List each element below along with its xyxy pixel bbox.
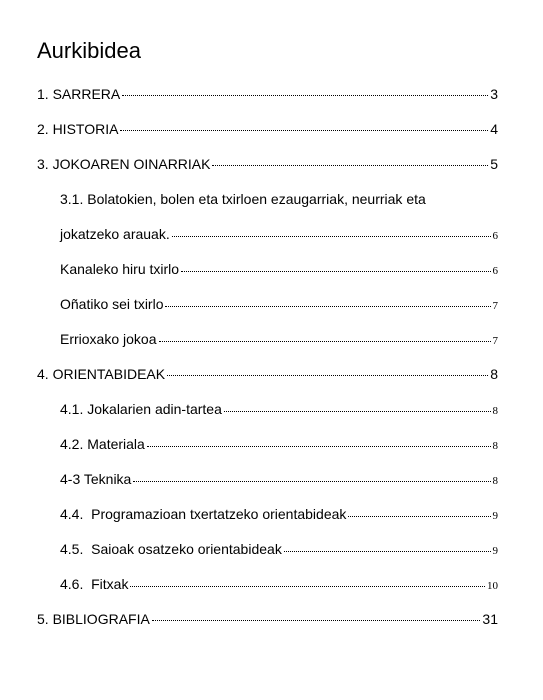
toc-page-number: 8	[492, 440, 498, 452]
toc-entry-programazioan[interactable]	[60, 506, 498, 522]
toc-page-number: 10	[487, 580, 498, 592]
dot-leader	[147, 446, 491, 447]
toc-page-number: 6	[492, 265, 498, 277]
toc-entry-bolatokien[interactable]	[60, 226, 498, 242]
toc-entry-label-line1[interactable]: 3.1. Bolatokien, bolen eta txirloen ezaugarriak, neurriak eta	[60, 191, 426, 207]
dot-leader	[284, 551, 491, 552]
toc-entry-label: 4-3 Teknika	[60, 471, 132, 487]
toc-entry-sarrera[interactable]	[37, 86, 498, 102]
dot-leader	[348, 516, 490, 517]
toc-entry-teknika[interactable]	[60, 471, 498, 487]
toc-page-number: 5	[490, 156, 498, 172]
dot-leader	[172, 236, 491, 237]
toc-page-number: 6	[492, 230, 498, 242]
toc-entry-label: 4.2. Materiala	[60, 436, 145, 452]
toc-page-number: 7	[492, 300, 498, 312]
toc-entry-jokoaren-oinarriak[interactable]	[37, 156, 498, 172]
dot-leader	[122, 95, 488, 96]
toc-entry-label: 4.4. Programazioan txertatzeko orientabideak	[60, 506, 347, 522]
toc-entry-label: 4. ORIENTABIDEAK	[37, 366, 166, 382]
dot-leader	[212, 165, 488, 166]
toc-entry-onatiko-sei-txirlo[interactable]	[60, 296, 498, 312]
dot-leader	[165, 306, 490, 307]
dot-leader	[159, 341, 491, 342]
toc-entry-label: 4.5. Saioak osatzeko orientabideak	[60, 541, 282, 557]
toc-page-number: 4	[490, 121, 498, 137]
toc-entry-jokalarien-adin-tartea[interactable]	[60, 401, 498, 417]
toc-entry-label: 4.6. Fitxak	[60, 576, 129, 592]
dot-leader	[133, 481, 490, 482]
toc-entry-materiala[interactable]	[60, 436, 498, 452]
toc-entry-kanaleko-hiru-txirlo[interactable]	[60, 261, 498, 277]
toc-entry-label: Errioxako jokoa	[60, 331, 157, 347]
toc-entry-errioxako-jokoa[interactable]	[60, 331, 498, 347]
toc-entry-fitxak[interactable]	[60, 576, 498, 592]
toc-page-number: 8	[492, 405, 498, 417]
toc-entry-label: 3. JOKOAREN OINARRIAK	[37, 156, 211, 172]
toc-entry-label: Oñatiko sei txirlo	[60, 296, 164, 312]
toc-page-number: 31	[482, 611, 498, 627]
toc-page-number: 3	[490, 86, 498, 102]
dot-leader	[224, 411, 491, 412]
toc-entry-label: jokatzeko arauak.	[60, 226, 170, 242]
dot-leader	[130, 586, 485, 587]
toc-entry-orientabideak[interactable]	[37, 366, 498, 382]
toc-entry-saioak[interactable]	[60, 541, 498, 557]
toc-entry-label: Kanaleko hiru txirlo	[60, 261, 180, 277]
dot-leader	[181, 271, 490, 272]
toc-entry-label: 1. SARRERA	[37, 86, 121, 102]
toc-page-number: 7	[492, 335, 498, 347]
toc-page-number: 8	[492, 475, 498, 487]
toc-entry-historia[interactable]	[37, 121, 498, 137]
toc-entry-label: 5. BIBLIOGRAFIA	[37, 611, 150, 627]
toc-title: Aurkibidea	[37, 38, 141, 63]
toc-entry-label: 4.1. Jokalarien adin-tartea	[60, 401, 222, 417]
dot-leader	[152, 620, 481, 621]
toc-page-number: 8	[490, 366, 498, 382]
toc-entry-label: 2. HISTORIA	[37, 121, 119, 137]
dot-leader	[120, 130, 488, 131]
toc-entry-bibliografia[interactable]	[37, 611, 498, 627]
toc-page-number: 9	[492, 510, 498, 522]
toc-page-number: 9	[492, 545, 498, 557]
dot-leader	[167, 375, 488, 376]
